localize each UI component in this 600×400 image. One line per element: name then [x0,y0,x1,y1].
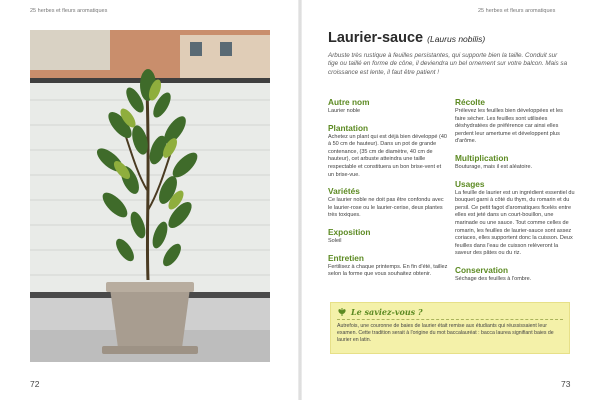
right-column [455,97,575,291]
section-varietes [328,186,448,220]
plant-name: Laurier-sauce [328,30,424,46]
right-page-number: 73 [561,379,571,389]
intro-paragraph: Arbuste très rustique à feuilles persistantes, qui supporte bien la taille. Conduit sur tige ou taillé en forme de cône, il deviendra un bel ornement sur votre balcon. Mais sa croissance est lente, il faut être patient ! [328,52,568,76]
section-text: Achetez un plant qui est déjà bien développé (40 à 50 cm de hauteur). Dans un pot de grande contenance, (35 cm de diamètre, 40 cm de hauteur), cet arbuste atteindra une taille respectable et constituera un bon brise-vent et un brise-vue. [328,133,447,178]
section-entretien [328,253,448,279]
section-autre-nom [328,97,448,116]
section-heading: Multiplication [455,152,509,163]
did-you-know-box [330,302,570,354]
section-text: Prélevez les feuilles bien développées et les faire sécher. Les feuilles sont utilisées déshydratées de préférence car ainsi elles perdent leur amertume et développent plus d'arôme. [455,108,563,145]
leaf-icon [337,307,347,317]
section-plantation [328,123,448,180]
box-text: Autrefois, une couronne de baies de laurier était remise aux étudiants qui réussissaient leur examen. Cette tradition serait à l'origine du mot baccalauréat : bacca laurea signifiant baies de laurier en latin. [337,323,554,343]
section-text: Bouturage, mais il est aléatoire. [455,163,533,170]
section-text: La feuille de laurier est un ingrédient essentiel du bouquet garni à côté du thym, du romarin et du persil. Ce petit fagot d'aromatiques ficelés entre elles est jeté dans un court-bouillon, une marinade ou une sauce. Tout comme celles de romarin, les feuilles de laurier-sauce sont assez coriaces, elles supportent donc la cuisson. Deux feuilles dans l'eau de cuisson relèveront la saveur des pâtes ou du riz. [455,189,575,257]
section-heading: Autre nom [328,97,370,107]
section-text: Laurier noble [328,108,361,114]
page-title [328,30,578,46]
box-header [337,307,423,317]
laurel-photo [30,30,270,362]
section-text: Séchage des feuilles à l'ombre. [455,275,532,282]
section-multiplication [455,153,575,172]
book-gutter [298,0,302,400]
left-running-head: 25 herbes et fleurs aromatiques [30,8,108,14]
section-usages [455,179,575,258]
title-block [328,30,578,77]
box-divider [337,319,563,321]
section-heading: Entretien [328,252,364,263]
section-heading: Usages [455,178,485,189]
section-exposition [328,227,448,246]
box-title: Le saviez-vous ? [351,307,423,317]
section-text: Fertilisez à chaque printemps. En fin d'été, taillez selon la forme que vous souhaitez obtenir. [328,263,448,278]
latin-name: (Laurus nobilis) [427,34,486,44]
left-page-number: 72 [30,379,40,389]
section-heading: Conservation [455,264,509,275]
section-text: Ce laurier noble ne doit pas être confondu avec le laurier-rose ou le laurier-cerise, deux plantes très toxiques. [328,197,444,219]
section-heading: Récolte [455,97,485,107]
section-text: Soleil [328,237,342,244]
section-heading: Plantation [328,122,369,133]
section-recolte [455,97,575,146]
right-running-head: 25 herbes et fleurs aromatiques [478,8,556,14]
left-column [328,97,448,286]
section-heading: Exposition [328,226,371,237]
section-heading: Variétés [328,186,360,197]
section-conservation [455,265,575,284]
